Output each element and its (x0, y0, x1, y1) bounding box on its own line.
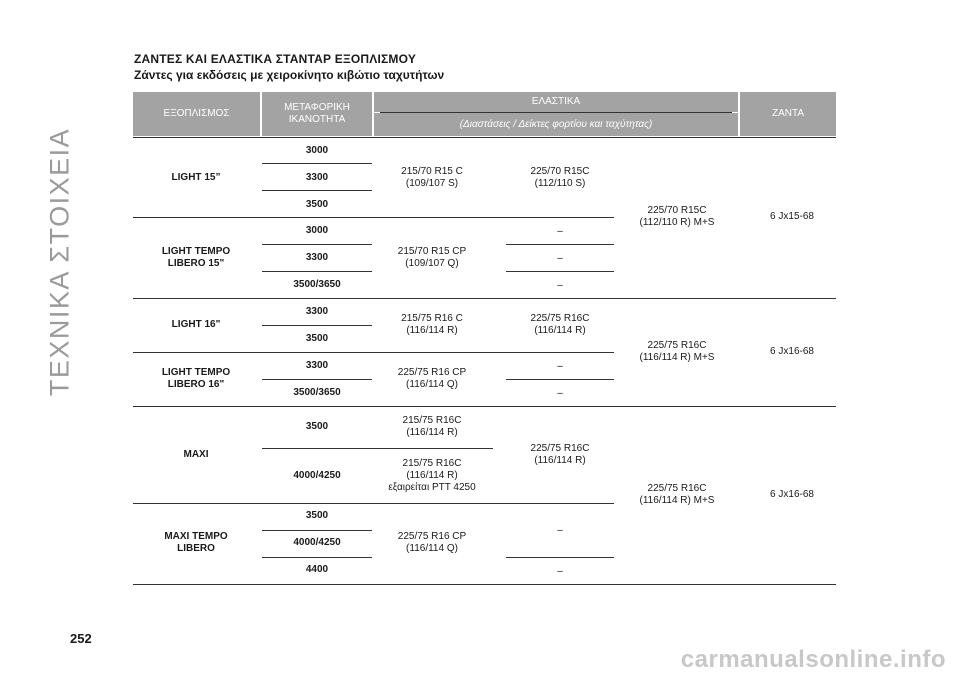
tyre-size: 225/75 R16C (116/114 R) M+S (639, 340, 715, 363)
row-divider (262, 530, 372, 531)
capacity-value: 3500 (305, 421, 329, 432)
tyre-size: 225/75 R16 CP (116/114 Q) (397, 367, 467, 390)
tyre-size: 215/75 R16C (116/114 R) (402, 415, 462, 438)
equipment-name: LIGHT 16" (171, 319, 221, 330)
capacity-value: 3300 (305, 172, 329, 183)
row-divider (262, 448, 493, 449)
row-divider (262, 163, 372, 164)
row-divider (506, 379, 614, 380)
tyre-size: 215/70 R15 C (109/107 S) (401, 166, 463, 189)
tyre-dash: – (557, 226, 563, 237)
row-divider (133, 217, 614, 218)
row-divider (506, 244, 614, 245)
row-divider (133, 352, 614, 353)
rim-size: 6 Jx16-68 (770, 346, 814, 357)
equipment-name: LIGHT TEMPO LIBERO 16" (161, 367, 231, 390)
tyre-size: 215/75 R16 C (116/114 R) (401, 313, 463, 336)
rim-size: 6 Jx15-68 (770, 211, 814, 222)
capacity-value: 3500 (305, 199, 329, 210)
header-rims: ΖΑΝΤΑ (740, 92, 836, 136)
tyre-dash: – (557, 280, 563, 291)
capacity-value: 3000 (305, 145, 329, 156)
page-title: ΖΑΝΤΕΣ ΚΑΙ ΕΛΑΣΤΙΚΑ ΣΤΑΝΤΑΡ ΕΞΟΠΛΙΣΜΟΥ (134, 52, 417, 66)
equipment-name: MAXI TEMPO LIBERO (164, 531, 228, 554)
row-divider (506, 557, 614, 558)
tyre-size: 225/75 R16 CP (116/114 Q) (397, 531, 467, 554)
header-capacity: ΜΕΤΑΦΟΡΙΚΗ ΙΚΑΝΟΤΗΤΑ (262, 92, 372, 136)
capacity-value: 4000/4250 (293, 470, 341, 481)
row-divider (262, 244, 372, 245)
header-tyres-divider (380, 112, 732, 113)
page-number: 252 (70, 631, 92, 646)
tyre-size: 225/70 R15C (112/110 S) (530, 166, 590, 189)
row-divider (262, 271, 372, 272)
capacity-value: 3500/3650 (293, 279, 341, 290)
page-subtitle: Ζάντες για εκδόσεις με χειροκίνητο κιβώτιο ταχυτήτων (134, 68, 445, 82)
tyre-dash: – (557, 253, 563, 264)
capacity-value: 3500/3650 (293, 387, 341, 398)
tyre-size: 225/75 R16C (116/114 R) (530, 313, 590, 336)
equipment-name: LIGHT TEMPO LIBERO 15" (161, 246, 231, 269)
capacity-value: 3000 (305, 225, 329, 236)
table-top-rule (133, 137, 836, 138)
capacity-value: 3300 (305, 252, 329, 263)
rim-size: 6 Jx16-68 (770, 489, 814, 500)
row-divider (262, 379, 372, 380)
group-divider (133, 298, 836, 299)
row-divider (262, 325, 372, 326)
tyre-dash: – (557, 566, 563, 577)
capacity-value: 3500 (305, 333, 329, 344)
row-divider (506, 271, 614, 272)
row-divider (133, 503, 614, 504)
capacity-value: 3500 (305, 510, 329, 521)
row-divider (262, 557, 372, 558)
header-tyres: ΕΛΑΣΤΙΚΑ (374, 92, 738, 112)
equipment-name: LIGHT 15” (171, 172, 221, 183)
group-divider (133, 406, 836, 407)
capacity-value: 4400 (305, 564, 329, 575)
tyre-size: 225/75 R16C (116/114 R) M+S (639, 483, 715, 506)
watermark: carmanualsonline.info (680, 646, 946, 673)
row-divider (262, 190, 372, 191)
tyre-dash: – (557, 388, 563, 399)
tyre-dash: – (557, 361, 563, 372)
capacity-value: 3300 (305, 306, 329, 317)
tyre-size: 225/70 R15C (112/110 R) M+S (639, 205, 715, 228)
tyre-dash: – (557, 525, 563, 536)
tyre-size: 225/75 R16C (116/114 R) (530, 443, 590, 466)
tyre-size: 215/75 R16C (116/114 R) εξαιρείται PTT 4250 (388, 458, 476, 493)
capacity-value: 4000/4250 (293, 537, 341, 548)
tyre-size: 215/70 R15 CP (109/107 Q) (397, 246, 467, 269)
header-tyres-subtitle: (Διαστάσεις / Δείκτες φορτίου και ταχύτητας) (374, 113, 738, 136)
table-bottom-rule (133, 584, 836, 585)
equipment-name: MAXI (183, 449, 209, 460)
capacity-value: 3300 (305, 360, 329, 371)
header-equipment: ΕΞΟΠΛΙΣΜΟΣ (133, 92, 260, 136)
